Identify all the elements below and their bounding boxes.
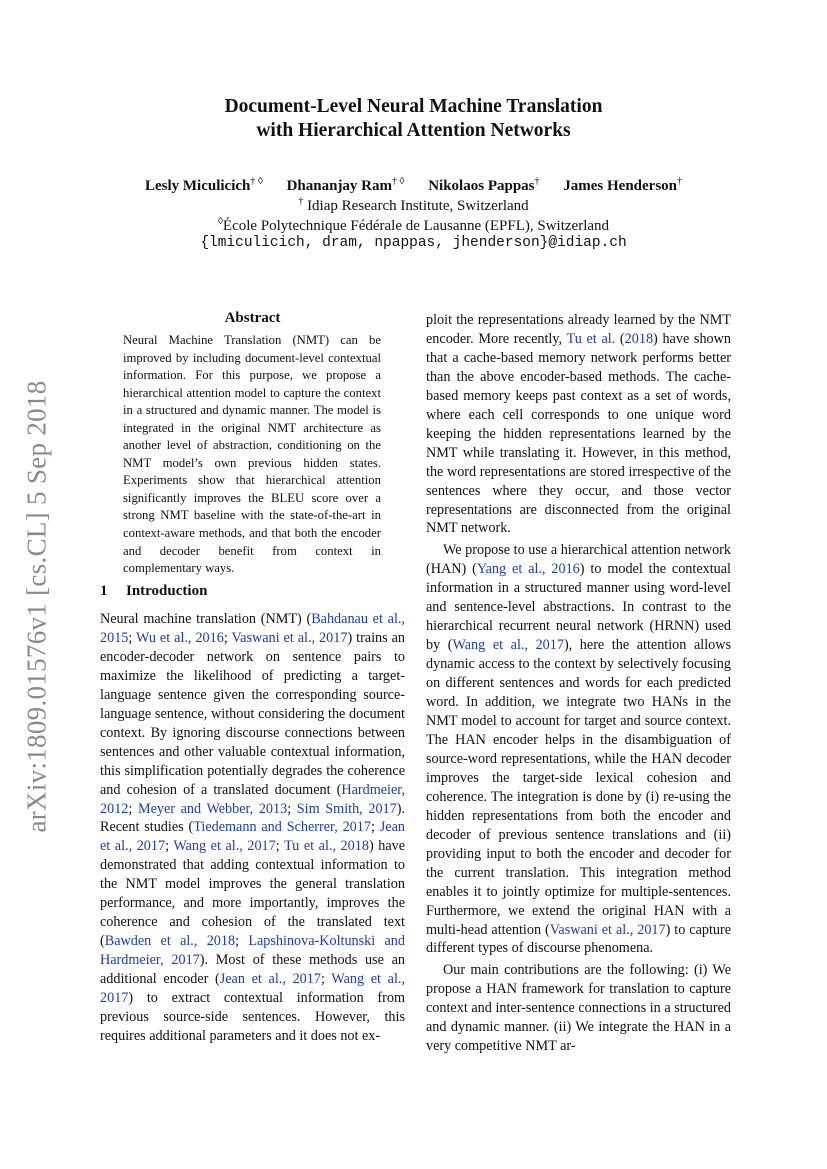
body-text: ) have shown that a cache-based memory network performs better than the above encoder-based methods. The cache-based memory keeps past context as a set of words, where each cell corresponds to one unique word keeping the hidden representations learned by the NMT while translating it. However, in this method, the word representations are stored irrespective of the sentences where they occur, and those vector representations are disconnected from the original NMT network. [426, 330, 731, 537]
body-text: ; [287, 800, 297, 817]
left-column-body [100, 610, 405, 1046]
citation-link[interactable]: Wu et al., 2016 [136, 629, 224, 646]
citation-link[interactable]: Tiedemann and Scherrer, 2017 [193, 819, 371, 836]
citation-link[interactable]: Tu et al., 2018 [284, 838, 369, 855]
affiliation-text: Idiap Research Institute, Switzerland [303, 198, 529, 214]
citation-link[interactable]: Wang et al., 2017 [100, 971, 406, 1007]
right-column-body [426, 311, 731, 1056]
abstract-heading: Abstract [224, 310, 281, 326]
citation-link[interactable]: Vaswani et al., 2017 [549, 921, 666, 938]
body-text: ) to extract contextual information from previous source-side sentences. However, this requires additional parameters and it does not ex- [100, 990, 405, 1044]
author-name: Dhananjay Ram [286, 178, 393, 194]
body-text: Neural machine translation (NMT) ( [100, 611, 312, 627]
body-text: ). Recent studies ( [100, 800, 406, 836]
citation-link[interactable]: Tu et al. [566, 330, 616, 347]
body-text: Our main contributions are the following: (i) We propose a HAN framework for translation to capture context and inter-sentence connections in a structured and dynamic manner. (ii) We integrate the HAN in a very competitive NMT ar- [426, 962, 731, 1055]
body-text: ) trains an encoder-decoder network on sentence pairs to maximize the likelihood of predicting a target-language sentence given the corresponding source-language sentence, without considering the document context. By ignoring discourse connections between sentences and other valuable contextual information, this simplification potentially degrades the coherence and cohesion of a translated document ( [100, 629, 406, 798]
body-text: ; [128, 629, 137, 646]
citation-link[interactable]: Meyer and Webber, 2013 [137, 800, 288, 817]
citation-link[interactable]: Jean et al., 2017 [219, 971, 321, 988]
paper-title-line-2: with Hierarchical Attention Networks [256, 120, 571, 141]
section-number: 1 [100, 583, 108, 599]
citation-link[interactable]: Lapshinova-Koltunski and Hardmeier, 2017 [100, 933, 405, 969]
citation-link[interactable]: Yang et al., 2016 [476, 561, 580, 578]
section-heading-introduction [100, 583, 207, 600]
body-text: We propose to use a hierarchical attention network (HAN) ( [426, 542, 731, 578]
body-text: ) to model the contextual information in a structured manner using word-level and sentence-level abstractions. In contrast to the hierarchical recurrent neural network (HRNN) used by ( [426, 561, 731, 654]
author-emails: {lmiculicich, dram, npappas, jhenderson}@idiap.ch [200, 235, 627, 251]
body-text: ; [223, 629, 232, 646]
body-text: ; [275, 838, 285, 855]
citation-link[interactable]: Bahdanau et al., 2015 [100, 611, 405, 646]
body-text: ( [615, 330, 625, 347]
author-affiliation-marks: † ◊ [392, 176, 405, 187]
body-text: ) have demonstrated that adding contextual information to the NMT model improves the general translation performance, and more importantly, improves the coherence and cohesion of the translated text ( [100, 838, 406, 950]
affiliation-mark: † [298, 196, 304, 207]
abstract-text: Neural Machine Translation (NMT) can be improved by including document-level contextual information. For this purpose, we propose a hierarchical attention model to capture the context in a structured and dynamic manner. The model is integrated in the original NMT architecture as another level of abstraction, conditioning on the NMT model’s own previous hidden states. Experiments show that hierarchical attention significantly improves the BLEU score over a strong NMT baseline with the state-of-the-art in context-aware methods, and that both the encoder and decoder benefit from context in complementary ways. [123, 333, 381, 576]
author-name: Lesly Miculicich [144, 178, 251, 194]
section-title: Introduction [126, 583, 208, 599]
paper-title [0, 95, 827, 143]
citation-link[interactable]: Sim Smith, 2017 [296, 800, 397, 817]
intro-paragraph-1-part-a [100, 610, 405, 1046]
paper-title-line-1: Document-Level Neural Machine Translation [224, 96, 603, 117]
affiliation-text: École Polytechnique Fédérale de Lausanne (EPFL), Switzerland [222, 218, 610, 234]
citation-link[interactable]: Wang et al., 2017 [173, 838, 276, 855]
author-name: James Henderson [563, 178, 678, 194]
citation-link[interactable]: Bawden et al., 2018 [104, 933, 236, 950]
body-text: ), here the attention allows dynamic access to the context by selectively focusing on different sentences and words for each predicted word. In addition, we integrate two HANs in the NMT model to account for target and source context. The HAN encoder helps in the disambiguation of source-word representations, while the HAN decoder improves the target-side lexical cohesion and coherence. The integration is done by (i) re-using the hidden representations from both the encoder and decoder of previous sentence translations and (ii) providing input to both the encoder and decoder for the current translation. This integration method enables it to jointly optimize for multiple-sentences. Furthermore, we extend the original HAN with a multi-head attention ( [426, 637, 731, 938]
body-text: ). Most of these methods use an additional encoder ( [100, 952, 406, 988]
body-text: ; [165, 838, 174, 855]
arxiv-identifier-text: arXiv:1809.01576v1 [cs.CL] 5 Sep 2018 [21, 379, 52, 833]
author-name: Nikolaos Pappas [428, 178, 535, 194]
arxiv-identifier [22, 372, 52, 840]
body-text: ; [235, 933, 249, 950]
intro-paragraph-3 [426, 961, 731, 1056]
citation-link[interactable]: Jean et al., 2017 [100, 819, 405, 855]
intro-paragraph-2 [426, 541, 731, 958]
body-text: ; [370, 819, 380, 836]
intro-paragraph-1-part-b [426, 311, 731, 538]
author-affiliation-marks: † ◊ [250, 176, 263, 187]
author-affiliation-marks: † [534, 176, 540, 187]
citation-link[interactable]: Hardmeier, 2012 [100, 781, 405, 817]
body-text: ; [320, 971, 332, 988]
citation-link[interactable]: 2018 [624, 330, 654, 347]
citation-link[interactable]: Wang et al., 2017 [452, 637, 564, 654]
citation-link[interactable]: Vaswani et al., 2017 [231, 629, 348, 646]
body-text: ; [128, 800, 138, 817]
body-text: ) to capture different types of discourse phenomena. [426, 921, 732, 957]
author-affiliation-marks: † [677, 176, 683, 187]
body-text: ploit the representations already learned by the NMT encoder. More recently, [426, 312, 731, 347]
affiliation-mark: ◊ [217, 216, 223, 227]
